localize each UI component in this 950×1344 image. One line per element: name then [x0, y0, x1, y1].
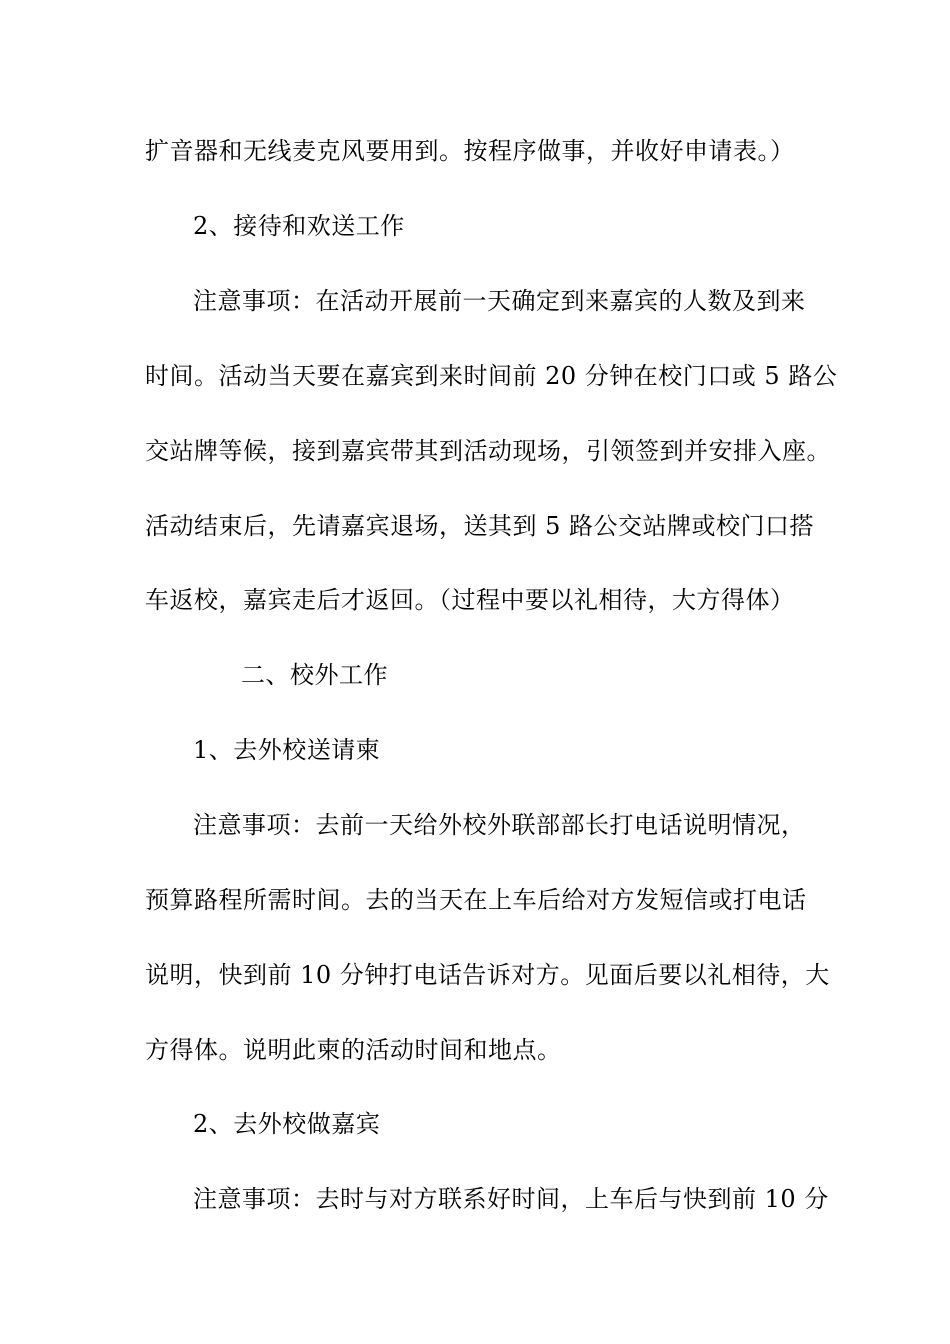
- section-heading: 二、校外工作: [241, 661, 388, 689]
- subheading: 2、接待和欢送工作: [193, 212, 405, 240]
- paragraph-line: 扩音器和无线麦克风要用到。按程序做事，并收好申请表。）: [145, 137, 795, 165]
- paragraph-line: 预算路程所需时间。去的当天在上车后给对方发短信或打电话: [145, 886, 807, 914]
- paragraph-line: 方得体。说明此柬的活动时间和地点。: [145, 1036, 562, 1064]
- paragraph-line: 车返校，嘉宾走后才返回。（过程中要以礼相待，大方得体）: [145, 586, 795, 614]
- paragraph-line: 活动结束后，先请嘉宾退场，送其到 5 路公交站牌或校门口搭: [145, 512, 815, 540]
- paragraph-line: 说明，快到前 10 分钟打电话告诉对方。见面后要以礼相待，大: [145, 961, 830, 989]
- paragraph-line: 交站牌等候，接到嘉宾带其到活动现场，引领签到并安排入座。: [145, 437, 831, 465]
- paragraph-line: 注意事项：去前一天给外校外联部部长打电话说明情况，: [193, 811, 806, 839]
- paragraph-line: 注意事项：在活动开展前一天确定到来嘉宾的人数及到来: [193, 287, 806, 315]
- subheading: 1、去外校送请柬: [193, 736, 381, 764]
- paragraph-line: 时间。活动当天要在嘉宾到来时间前 20 分钟在校门口或 5 路公: [145, 362, 838, 390]
- subheading: 2、去外校做嘉宾: [193, 1110, 381, 1138]
- paragraph-line: 注意事项：去时与对方联系好时间，上车后与快到前 10 分: [193, 1185, 829, 1213]
